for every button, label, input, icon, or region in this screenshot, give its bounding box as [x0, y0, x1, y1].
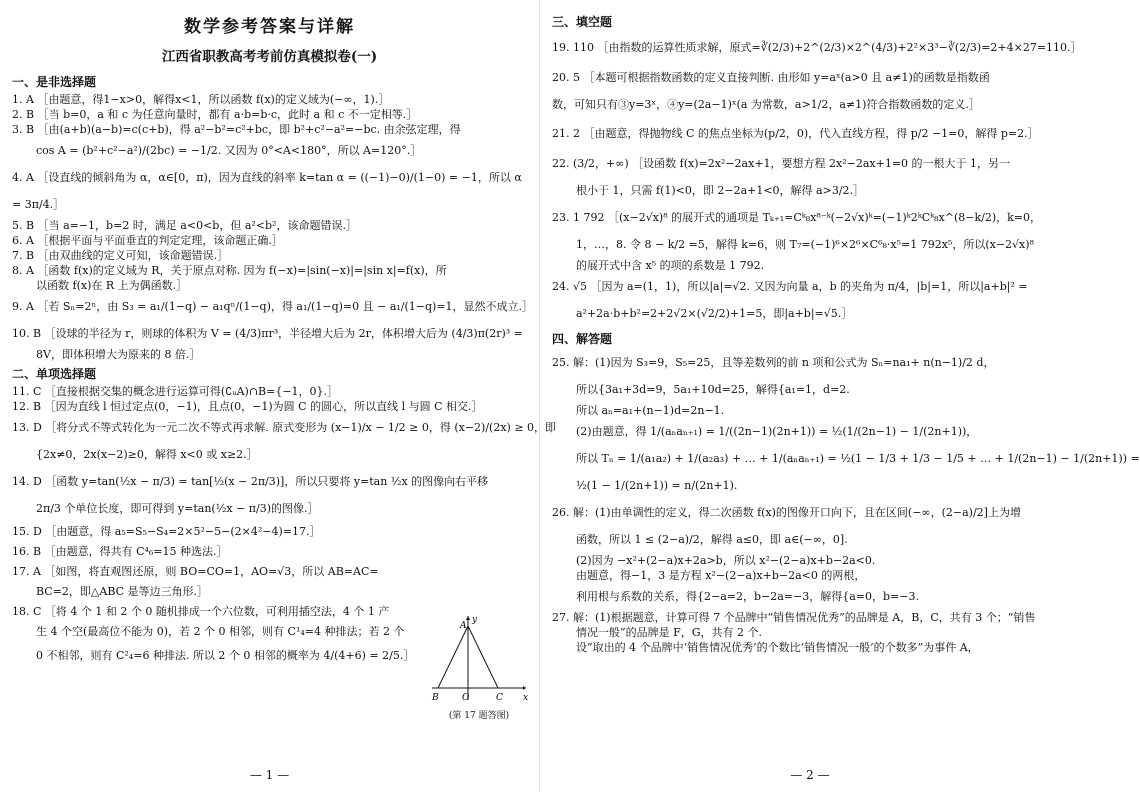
- answer-line: 8. A ［函数 f(x)的定义域为 R，关于原点对称. 因为 f(−x)=|sin(−x)|=|sin x|=f(x)，所: [12, 264, 447, 277]
- section-single-choice: 二、单项选择题: [12, 367, 97, 381]
- answer-line: 6. A ［根据平面与平面垂直的判定定理，该命题正确.］: [12, 234, 283, 247]
- side-ac: [468, 626, 498, 688]
- answer-line: 3. B ［由(a+b)(a−b)=c(c+b)，得 a²−b²=c²+bc，即 b²+c²−a²=−bc. 由余弦定理，得: [12, 123, 461, 136]
- answer-line: 1，…，8. 令 8 − k/2 =5，解得 k=6，则 T₇=(−1)⁶×2⁶×C⁶₈·x⁵=1 792x⁵，所以(x−2√x)⁸: [576, 238, 1034, 251]
- answer-line: {2x≠0，2x(x−2)≥0，解得 x<0 或 x≥2.］: [36, 448, 258, 461]
- answer-line: 10. B ［设球的半径为 r，则球的体积为 V = (4/3)πr³，半径增大后为 2r，体积增大后为 (4/3)π(2r)³ =: [12, 327, 523, 340]
- answer-line: a²+2a·b+b²=2+2√2×(√2/2)+1=5，即|a+b|=√5.］: [576, 307, 853, 320]
- answer-line: 设“取出的 4 个品牌中‘销售情况优秀’的个数比‘销售情况一般’的个数多”为事件 A，: [576, 641, 979, 654]
- answer-line: 4. A ［设直线的倾斜角为 α，α∈[0，π)，因为直线的斜率 k=tan α = ((−1)−0)/(1−0) = −1，所以 α: [12, 171, 522, 184]
- label-y: y: [472, 615, 478, 625]
- page-2: [540, 0, 1140, 792]
- answer-line: 2π/3 个单位长度，即可得到 y=tan(½x − π/3)的图像.］: [36, 502, 319, 515]
- answer-line: cos A = (b²+c²−a²)/(2bc) = −1/2. 又因为 0°<A<180°，所以 A=120°.］: [36, 144, 422, 157]
- answer-line: 11. C ［直接根据交集的概念进行运算可得(∁ᵤA)∩B={−1，0}.］: [12, 385, 339, 398]
- answer-line: 函数，所以 1 ≤ (2−a)/2，解得 a≤0，即 a∈(−∞，0].: [576, 533, 848, 546]
- answer-line: 0 不相邻，则有 C²₄=6 种排法. 所以 2 个 0 相邻的概率为 4/(4+6) = 2/5.］: [36, 649, 415, 662]
- answer-line: 13. D ［将分式不等式转化为一元二次不等式再求解. 原式变形为 (x−1)/x − 1/2 ≥ 0，得 (x−2)/(2x) ≥ 0，即: [12, 421, 557, 434]
- y-axis-arrow: [466, 616, 470, 620]
- figure-caption: (第 17 题答图): [448, 711, 510, 721]
- answer-line: 7. B ［由双曲线的定义可知，该命题错误.］: [12, 249, 229, 262]
- answer-line: BC=2，即△ABC 是等边三角形.］: [36, 585, 209, 598]
- section-solutions: 四、解答题: [552, 332, 613, 346]
- answer-line: 15. D ［由题意，得 a₅=S₅−S₄=2×5²−5−(2×4²−4)=17.］: [12, 525, 321, 538]
- answer-line: 25. 解：(1)因为 S₃=9，S₅=25，且等差数列的前 n 项和公式为 Sₙ=na₁+ n(n−1)/2 d，: [552, 356, 995, 369]
- answer-line: 23. 1 792 ［(x−2√x)⁸ 的展开式的通项是 Tₖ₊₁=Cᵏ₈x⁸⁻ᵏ(−2√x)ᵏ=(−1)ᵏ2ᵏCᵏ₈x^(8−k/2)，k=0，: [552, 211, 1042, 224]
- answer-line: 18. C ［将 4 个 1 和 2 个 0 随机排成一个六位数，可利用插空法，4 个 1 产: [12, 605, 390, 618]
- x-axis-arrow: [523, 686, 526, 690]
- section-true-false: 一、是非选择题: [12, 75, 97, 89]
- exam-subtitle: 江西省职教高考考前仿真模拟卷(一): [161, 49, 378, 65]
- answer-line: 根小于 1，只需 f(1)<0，即 2−2a+1<0，解得 a>3/2.］: [576, 184, 865, 197]
- answer-line: 数，可知只有③y=3ˣ，④y=(2a−1)ˣ(a 为常数，a>1/2，a≠1)符合指数函数的定义.］: [552, 98, 980, 111]
- label-o: O: [462, 693, 470, 703]
- answer-line: 8V，即体积增大为原来的 8 倍.］: [36, 348, 201, 361]
- answer-line: 2. B ［当 b=0，a 和 c 为任意向量时，都有 a·b=b·c，此时 a 和 c 不一定相等.］: [12, 108, 418, 121]
- answer-line: 16. B ［由题意，得共有 C⁴₆=15 种选法.］: [12, 545, 228, 558]
- answer-line: 由题意，得−1，3 是方程 x²−(2−a)x+b−2a<0 的两根，: [576, 569, 866, 582]
- document-title: 数学参考答案与详解: [184, 17, 355, 37]
- triangle-figure: [426, 612, 532, 722]
- answer-line: 以函数 f(x)在 R 上为偶函数.］: [36, 279, 188, 292]
- triangle-diagram: [426, 612, 532, 704]
- page-number: — 2 —: [790, 768, 830, 782]
- answer-line: = 3π/4.］: [12, 198, 65, 211]
- page-1: [0, 0, 557, 792]
- answer-line: 5. B ［当 a=−1，b=2 时，满足 a<0<b，但 a²<b²，该命题错误.］: [12, 219, 357, 232]
- answer-line: (2)由题意，得 1/(aₙaₙ₊₁) = 1/((2n−1)(2n+1)) = ½(1/(2n−1) − 1/(2n+1))，: [576, 425, 978, 438]
- label-a: A: [460, 621, 467, 631]
- answer-line: 26. 解：(1)由单调性的定义，得二次函数 f(x)的图像开口向下，且在区间(−∞，(2−a)/2]上为增: [552, 506, 1021, 519]
- answer-line: 21. 2 ［由题意，得抛物线 C 的焦点坐标为(p/2，0)，代入直线方程，得 p/2 −1=0，解得 p=2.］: [552, 127, 1039, 140]
- answer-line: 9. A ［若 Sₙ=2ⁿ，由 S₃ = a₁/(1−q) − a₁qⁿ/(1−q)，得 a₁/(1−q)=0 且 − a₁/(1−q)=1，显然不成立.］: [12, 300, 534, 313]
- answer-line: 利用根与系数的关系，得{2−a=2，b−2a=−3，解得{a=0，b=−3.: [576, 590, 919, 603]
- answer-line: 24. √5 ［因为 a=(1，1)，所以|a|=√2. 又因为向量 a，b 的夹角为 π/4，|b|=1，所以|a+b|² =: [552, 280, 1028, 293]
- answer-line: 生 4 个空(最高位不能为 0)，若 2 个 0 相邻，则有 C¹₄=4 种排法；若 2 个: [36, 625, 405, 638]
- answer-line: 17. A ［如图，将直观图还原，则 BO=CO=1，AO=√3，所以 AB=AC=: [12, 565, 379, 578]
- answer-line: 22. (3/2，+∞) ［设函数 f(x)=2x²−2ax+1，要想方程 2x²−2ax+1=0 的一根大于 1，另一: [552, 157, 1011, 170]
- side-ab: [438, 626, 468, 688]
- answer-line: 所以 aₙ=a₁+(n−1)d=2n−1.: [576, 404, 725, 417]
- answer-line: 的展开式中含 x⁵ 的项的系数是 1 792.: [576, 259, 765, 272]
- label-x: x: [523, 693, 529, 703]
- answer-line: 19. 110 ［由指数的运算性质求解，原式=∛(2/3)+2^(2/3)×2^(4/3)+2²×3³−∛(2/3)=2+4×27=110.］: [552, 41, 1082, 54]
- answer-line: 所以{3a₁+3d=9，5a₁+10d=25，解得{a₁=1，d=2.: [576, 383, 850, 396]
- page-number: — 1 —: [249, 768, 290, 782]
- answer-line: 1. A ［由题意，得1−x>0，解得x<1，所以函数 f(x)的定义域为(−∞，1).］: [12, 93, 390, 106]
- answer-line: 情况一般”的品牌是 F，G，共有 2 个.: [576, 626, 763, 639]
- label-b: B: [432, 693, 439, 703]
- answer-line: 所以 Tₙ = 1/(a₁a₂) + 1/(a₂a₃) + … + 1/(aₙaₙ₊₁) = ½(1 − 1/3 + 1/3 − 1/5 + … + 1/(2n−1) − 1/(2n+1)) =: [576, 452, 1140, 465]
- answer-line: 20. 5 ［本题可根据指数函数的定义直接判断. 由形如 y=aˣ(a>0 且 a≠1)的函数是指数函: [552, 71, 990, 84]
- section-fill-blank: 三、填空题: [552, 15, 613, 29]
- label-c: C: [496, 693, 503, 703]
- answer-line: 27. 解：(1)根据题意，计算可得 7 个品牌中“销售情况优秀”的品牌是 A，B，C，共有 3 个；“销售: [552, 611, 1036, 624]
- answer-line: 14. D ［函数 y=tan(½x − π/3) = tan[½(x − 2π/3)]，所以只要将 y=tan ½x 的图像向右平移: [12, 475, 489, 488]
- answer-line: 12. B ［因为直线 l 恒过定点(0，−1)，且点(0，−1)为圆 C 的圆心，所以直线 l 与圆 C 相交.］: [12, 400, 483, 413]
- answer-line: ½(1 − 1/(2n+1)) = n/(2n+1).: [576, 479, 738, 492]
- answer-line: (2)因为 −x²+(2−a)x+2a>b，所以 x²−(2−a)x+b−2a<0.: [576, 554, 876, 567]
